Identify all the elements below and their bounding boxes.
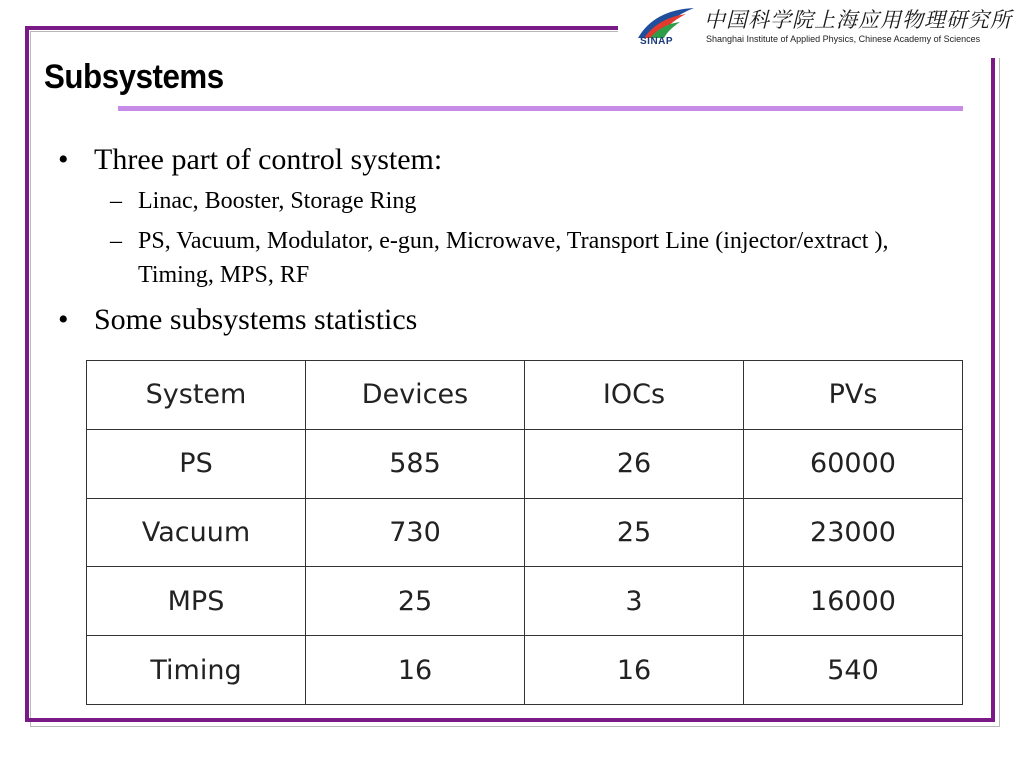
bullet-list — [58, 140, 938, 344]
subsystem-stats-table — [86, 360, 963, 705]
table-row — [87, 429, 963, 498]
table-row — [87, 636, 963, 705]
table-cell: 25 — [525, 498, 744, 567]
sub-bullet-item — [58, 184, 938, 218]
bullet-icon: • — [58, 303, 69, 336]
bullet-icon: • — [58, 143, 69, 176]
logo-chinese-name: 中国科学院上海应用物理研究所 — [704, 8, 1012, 32]
table-cell: 16 — [525, 636, 744, 705]
bullet-item — [58, 140, 938, 180]
sub-bullet-text: PS, Vacuum, Modulator, e-gun, Microwave, Transport Line (injector/extract ), Timing, MPS, RF — [138, 228, 889, 288]
column-header: IOCs — [525, 361, 744, 430]
table-cell: 3 — [525, 567, 744, 636]
table-cell: 585 — [306, 429, 525, 498]
sub-bullet-text: Linac, Booster, Storage Ring — [138, 188, 417, 214]
table-cell: 60000 — [744, 429, 963, 498]
column-header: PVs — [744, 361, 963, 430]
table-cell: 16000 — [744, 567, 963, 636]
slide-title: Subsystems — [44, 58, 224, 96]
sub-bullet-list — [58, 184, 938, 292]
table-cell: Vacuum — [87, 498, 306, 567]
table-cell: Timing — [87, 636, 306, 705]
table-cell: 16 — [306, 636, 525, 705]
bullet-text: Some subsystems statistics — [94, 303, 418, 336]
bullet-item — [58, 300, 938, 340]
dash-icon: – — [110, 228, 122, 254]
title-underline — [118, 106, 963, 111]
table-cell: 730 — [306, 498, 525, 567]
table-row — [87, 567, 963, 636]
column-header: Devices — [306, 361, 525, 430]
dash-icon: – — [110, 188, 122, 214]
column-header: System — [87, 361, 306, 430]
table-cell: 26 — [525, 429, 744, 498]
table-cell: MPS — [87, 567, 306, 636]
institute-logo — [618, 0, 1012, 58]
table-cell: PS — [87, 429, 306, 498]
table-header-row — [87, 361, 963, 430]
table-cell: 540 — [744, 636, 963, 705]
logo-english-name: Shanghai Institute of Applied Physics, Chinese Academy of Sciences — [706, 34, 981, 44]
logo-sinap-text: SINAP — [640, 36, 674, 47]
table-cell: 25 — [306, 567, 525, 636]
sub-bullet-item — [58, 224, 938, 292]
table-row — [87, 498, 963, 567]
table-cell: 23000 — [744, 498, 963, 567]
bullet-text: Three part of control system: — [94, 143, 443, 176]
